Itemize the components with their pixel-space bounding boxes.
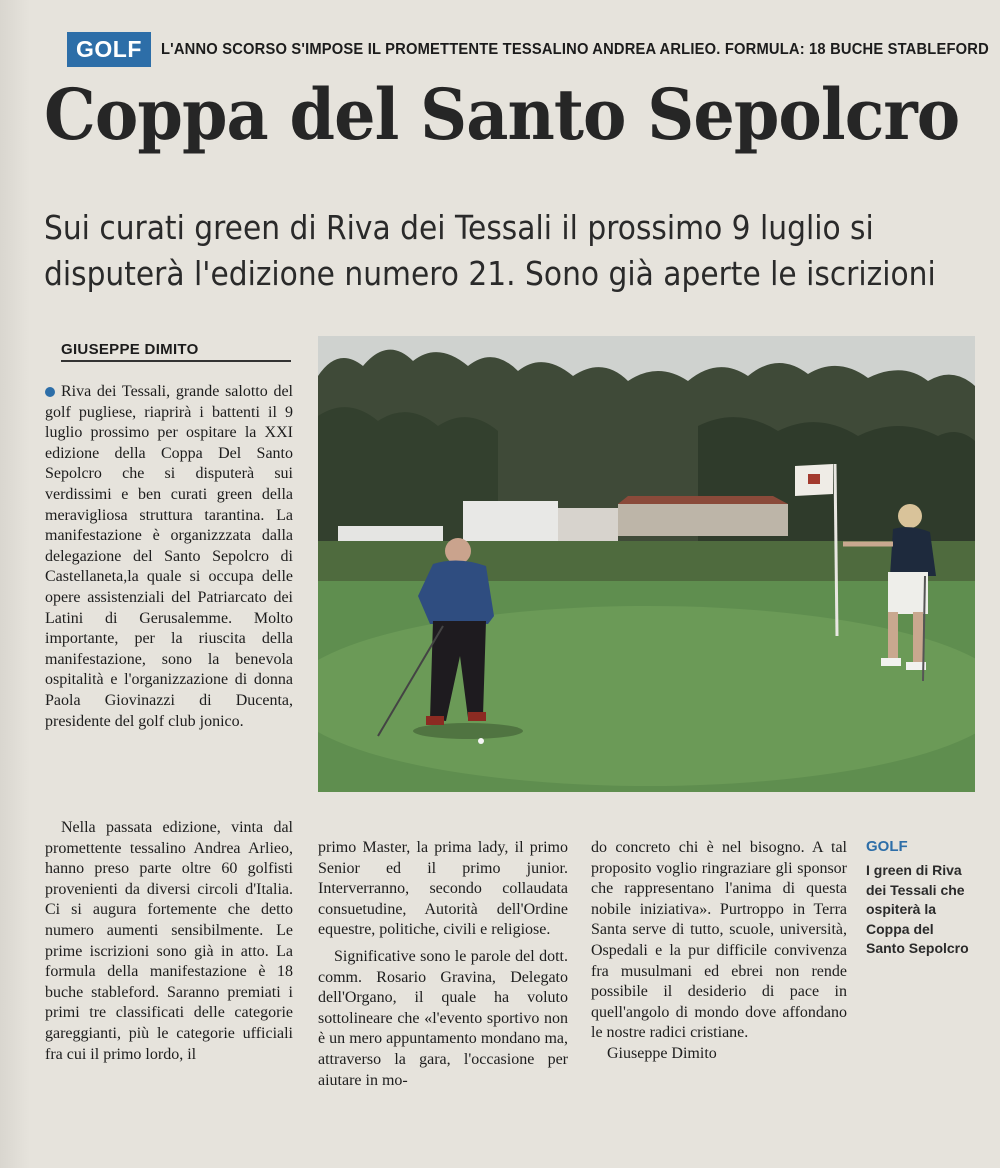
article-paragraph-2: Nella passata edizione, vinta dal promettente tessalino Andrea Arlieo, hanno preso parte oltre 60 golfisti provenienti da diversi circoli d'Italia. Ci si augura fortemente che detto numero aumenti sensibilmente. Le prime iscrizioni sono già in atto. La formula della manifestazione è 18 buche stableford. Saranno premiati i primi tre classificati delle categorie gareggianti, più le categorie ufficiali fra cui il primo lordo, il [45, 819, 293, 1063]
caption-text: I green di Riva dei Tessali che ospiterà la Coppa del Santo Sepolcro [866, 862, 969, 956]
article-column-1-top [45, 382, 293, 732]
article-paragraph-1: Riva dei Tessali, grande salotto del golf pugliese, riaprirà i battenti il 9 luglio prossimo per ospitare la XXI edizione della Coppa Del Santo Sepolcro che si disputerà sui verdissimi e ben curati green della meravigliosa struttura tarantina. La manifestazione è organizzzata dalla delegazione del Santo Sepolcro di Castellaneta,la quale si occupa delle opere assistenziali del Patriarcato dei Latini di Gerusalemme. Molto importante, per la riuscita della manifestazione, sono la benevola ospitalità e l'organizzazione di donna Paola Giovinazzi di Ducenta, presidente del golf club jonico. [45, 383, 293, 730]
kicker-text: L'ANNO SCORSO S'IMPOSE IL PROMETTENTE TESSALINO ANDREA ARLIEO. FORMULA: 18 BUCHE STABLEFORD [160, 40, 989, 58]
byline: GIUSEPPE DIMITO [61, 341, 291, 362]
article-column-3 [591, 838, 847, 1065]
kicker [67, 29, 989, 70]
headline: Coppa del Santo Sepolcro [44, 73, 960, 156]
article-paragraph-5: do concreto chi è nel bisogno. A tal proposito voglio ringraziare gli sponsor che rappresentano l'anima di questa nobile iniziativa». Purtroppo in Terra Santa serve di tutto, scuole, università, Ospedali e la pur difficile convivenza fra musulmani ed ebrei non rende possibile il desiderio di pace in quell'angolo di mondo dove affondano le nostre radici cristiane. [591, 839, 847, 1042]
golf-photo [318, 336, 975, 792]
photo-caption [866, 838, 976, 959]
article-column-1-bottom [45, 818, 293, 1065]
section-tag: GOLF [67, 32, 151, 67]
article-paragraph-3: primo Master, la prima lady, il primo Senior ed il primo junior. Interverranno, secondo collaudata consuetudine, Autorità dell'Ordine equestre, politiche, civili e religiose. [318, 839, 568, 939]
bullet-icon [45, 387, 55, 397]
article-signature: Giuseppe Dimito [607, 1044, 717, 1062]
subhead-line-1: Sui curati green di Riva dei Tessali il prossimo 9 luglio si [44, 208, 874, 247]
caption-tag: GOLF [866, 838, 908, 855]
article-paragraph-4: Significative sono le parole del dott. comm. Rosario Gravina, Delegato dell'Organo, il quale ha voluto sottolineare che «l'evento sportivo non è un mero appuntamento mondano ma, attraverso la gara, l'occasione per aiutare in mo- [318, 947, 568, 1089]
article-column-2 [318, 838, 568, 1091]
golf-course-image [318, 336, 975, 792]
subhead [44, 205, 936, 297]
subhead-line-2: disputerà l'edizione numero 21. Sono già aperte le iscrizioni [44, 254, 936, 293]
paper-edge [0, 0, 30, 1168]
